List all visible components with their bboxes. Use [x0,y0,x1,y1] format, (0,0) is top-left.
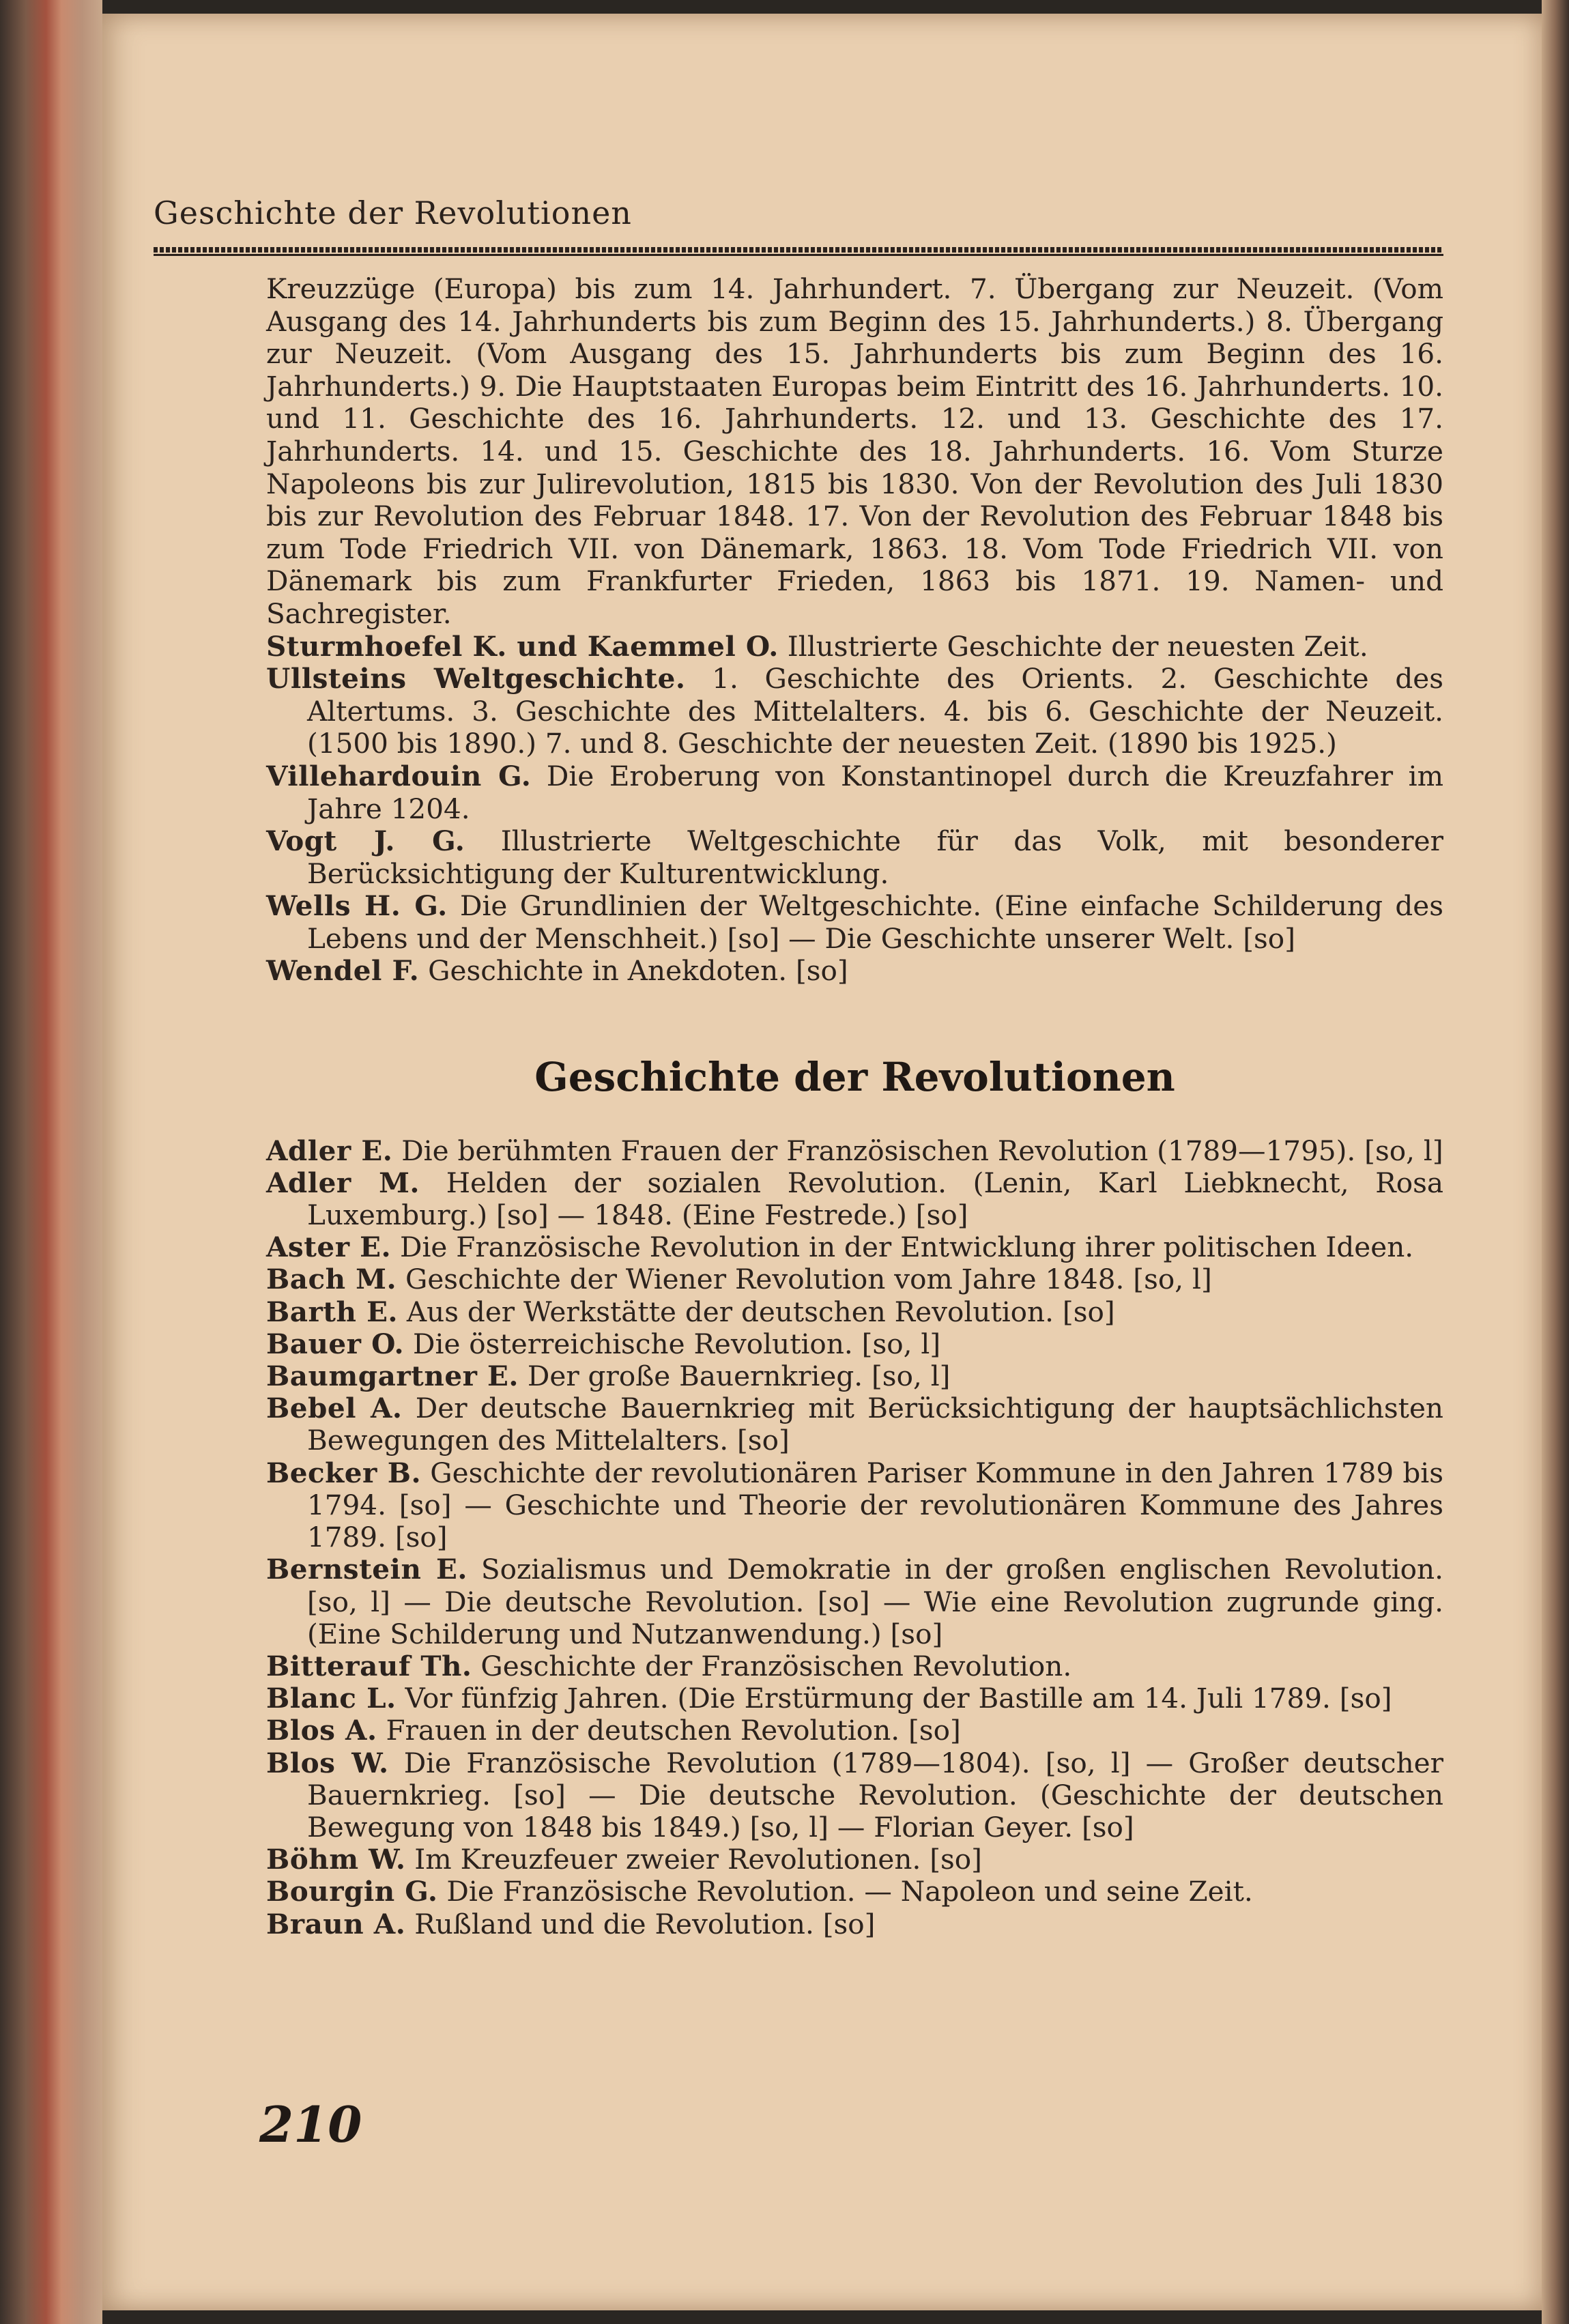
bibliography-entry [266,825,1443,890]
entry-title: Geschichte der revolutionären Pariser Kommune in den Jahren 1789 bis 1794. [so] — Geschichte und Theorie der revolutionären Kommune des Jahres 1789. [so] [307,1456,1444,1554]
entry-author: Blos W. [266,1746,389,1779]
page-number: 210 [259,2095,362,2153]
book-edge-left [0,0,102,2324]
entry-title: Die Französische Revolution in der Entwicklung ihrer politischen Ideen. [399,1231,1414,1264]
continuation-paragraph: Kreuzzüge (Europa) bis zum 14. Jahrhundert. 7. Übergang zur Neuzeit. (Vom Ausgang des 14. Jahrhunderts bis zum Beginn des 15. Jahrhunderts.) 8. Übergang zur Neuzeit. (Vom Ausgang des 15. Jahrhunderts bis zum Beginn des 16. Jahrhunderts.) 9. Die Hauptstaaten Europas beim Eintritt des 16. Jahrhunderts. 10. und 11. Geschichte des 16. Jahrhunderts. 12. und 13. Geschichte des 17. Jahrhunderts. 14. und 15. Geschichte des 18. Jahrhunderts. 16. Vom Sturze Napoleons bis zur Julirevolution, 1815 bis 1830. Von der Revolution des Juli 1830 bis zur Revolution des Februar 1848. 17. Von der Revolution des Februar 1848 bis zum Tode Friedrich VII. von Dänemark, 1863. 18. Vom Tode Friedrich VII. von Dänemark bis zum Frankfurter Frieden, 1863 bis 1871. 19. Namen- und Sachregister. [266,272,1443,630]
entry-author: Aster E. [266,1231,392,1264]
entry-title: Die österreichische Revolution. [so, l] [413,1327,941,1360]
running-head-rule [154,247,1443,253]
entry-title: Vor fünfzig Jahren. (Die Erstürmung der Bastille am 14. Juli 1789. [so] [405,1682,1392,1715]
bibliography-entry [266,1682,1443,1715]
entries-list [266,1135,1443,1940]
entry-title: Geschichte der Französischen Revolution. [480,1649,1072,1682]
entry-author: Blanc L. [266,1682,397,1715]
bibliography-entry [266,1328,1443,1360]
entry-author: Baumgartner E. [266,1360,519,1393]
entry-author: Böhm W. [266,1843,406,1876]
entry-author: Vogt J. G. [266,824,465,858]
entry-title: Im Kreuzfeuer zweier Revolutionen. [so] [414,1843,982,1876]
entry-title: Illustrierte Geschichte der neuesten Zeit. [787,629,1368,663]
bibliography-entry [266,760,1443,825]
bibliography-entry [266,1715,1443,1747]
entry-author: Adler E. [266,1134,393,1167]
entries-top [266,631,1443,988]
bibliography-entry [266,1747,1443,1844]
book-edge-right [1542,0,1569,2324]
bibliography-entry [266,1553,1443,1650]
entry-author: Barth E. [266,1295,399,1328]
entry-author: Becker B. [266,1456,422,1489]
bibliography-entry [266,1650,1443,1682]
entry-title: Der deutsche Bauernkrieg mit Berücksichtigung der hauptsächlichsten Bewegungen des Mittelalters. [so] [307,1392,1444,1457]
bibliography-entry [266,1231,1443,1263]
bibliography-entry [266,1167,1443,1231]
entry-title: Der große Bauernkrieg. [so, l] [527,1360,951,1393]
running-head-rule-line [154,254,1443,256]
entry-author: Bitterauf Th. [266,1649,472,1682]
bibliography-entry [266,890,1443,955]
entry-title: Helden der sozialen Revolution. (Lenin, Karl Liebknecht, Rosa Luxemburg.) [so] — 1848. (Eine Festrede.) [so] [307,1166,1444,1232]
entry-author: Wells H. G. [266,889,448,923]
entry-author: Bach M. [266,1263,397,1296]
entry-title: Illustrierte Weltgeschichte für das Volk, mit besonderer Berücksichtigung der Kulturentwicklung. [307,824,1443,890]
entry-author: Bourgin G. [266,1875,438,1908]
entry-author: Bernstein E. [266,1553,467,1586]
entry-title: Sozialismus und Demokratie in der großen englischen Revolution. [so, l] — Die deutsche Revolution. [so] — Wie eine Revolution zugrunde ging. (Eine Schilderung und Nutzanwendung.) [so] [307,1553,1443,1650]
bibliography-entry [266,1844,1443,1876]
bibliography-entry [266,1360,1443,1392]
entry-title: Die Französische Revolution. — Napoleon und seine Zeit. [446,1875,1253,1908]
entry-author: Sturmhoefel K. und Kaemmel O. [266,629,779,663]
entry-title: Die Eroberung von Konstantinopel durch die Kreuzfahrer im Jahre 1204. [307,759,1443,825]
entry-title: 1. Geschichte des Orients. 2. Geschichte des Altertums. 3. Geschichte des Mittelalters. 4. bis 6. Geschichte der Neuzeit. (1500 bis 1890.) 7. und 8. Geschichte der neuesten Zeit. (1890 bis 1925.) [307,662,1443,760]
entry-author: Villehardouin G. [266,759,532,792]
entry-title: Die Französische Revolution (1789—1804). [so, l] — Großer deutscher Bauernkrieg. [so] — Die deutsche Revolution. (Geschichte der deutschen Bewegung von 1848 bis 1849.) [so, l] — Florian Geyer. [so] [307,1746,1443,1844]
bibliography-entry [266,1457,1443,1554]
entry-title: Geschichte in Anekdoten. [so] [428,954,848,988]
entry-author: Bebel A. [266,1392,403,1425]
entry-author: Bauer O. [266,1327,405,1360]
entry-title: Die Grundlinien der Weltgeschichte. (Eine einfache Schilderung des Lebens und der Menschheit.) [so] — Die Geschichte unserer Welt. [so] [307,889,1444,955]
entry-author: Blos A. [266,1714,377,1747]
entry-title: Die berühmten Frauen der Französischen Revolution (1789—1795). [so, l] [401,1134,1443,1167]
page-content [266,273,1443,1940]
entry-author: Ullsteins Weltgeschichte. [266,662,686,695]
running-head: Geschichte der Revolutionen [154,195,632,231]
bibliography-entry [266,1263,1443,1295]
entry-title: Rußland und die Revolution. [so] [414,1907,876,1940]
entry-author: Adler M. [266,1166,420,1199]
bibliography-entry [266,955,1443,988]
bibliography-entry [266,1908,1443,1940]
bibliography-entry [266,1296,1443,1328]
entry-author: Wendel F. [266,954,420,988]
bibliography-entry [266,1876,1443,1908]
bibliography-entry [266,1392,1443,1457]
bibliography-entry [266,663,1443,760]
section-title: Geschichte der Revolutionen [534,1054,1175,1101]
entry-title: Aus der Werkstätte der deutschen Revolution. [so] [406,1295,1115,1328]
entry-title: Geschichte der Wiener Revolution vom Jahre 1848. [so, l] [405,1263,1212,1296]
entry-title: Frauen in der deutschen Revolution. [so] [386,1714,961,1747]
entry-author: Braun A. [266,1907,406,1940]
bibliography-entry [266,1135,1443,1167]
bibliography-entry [266,631,1443,663]
